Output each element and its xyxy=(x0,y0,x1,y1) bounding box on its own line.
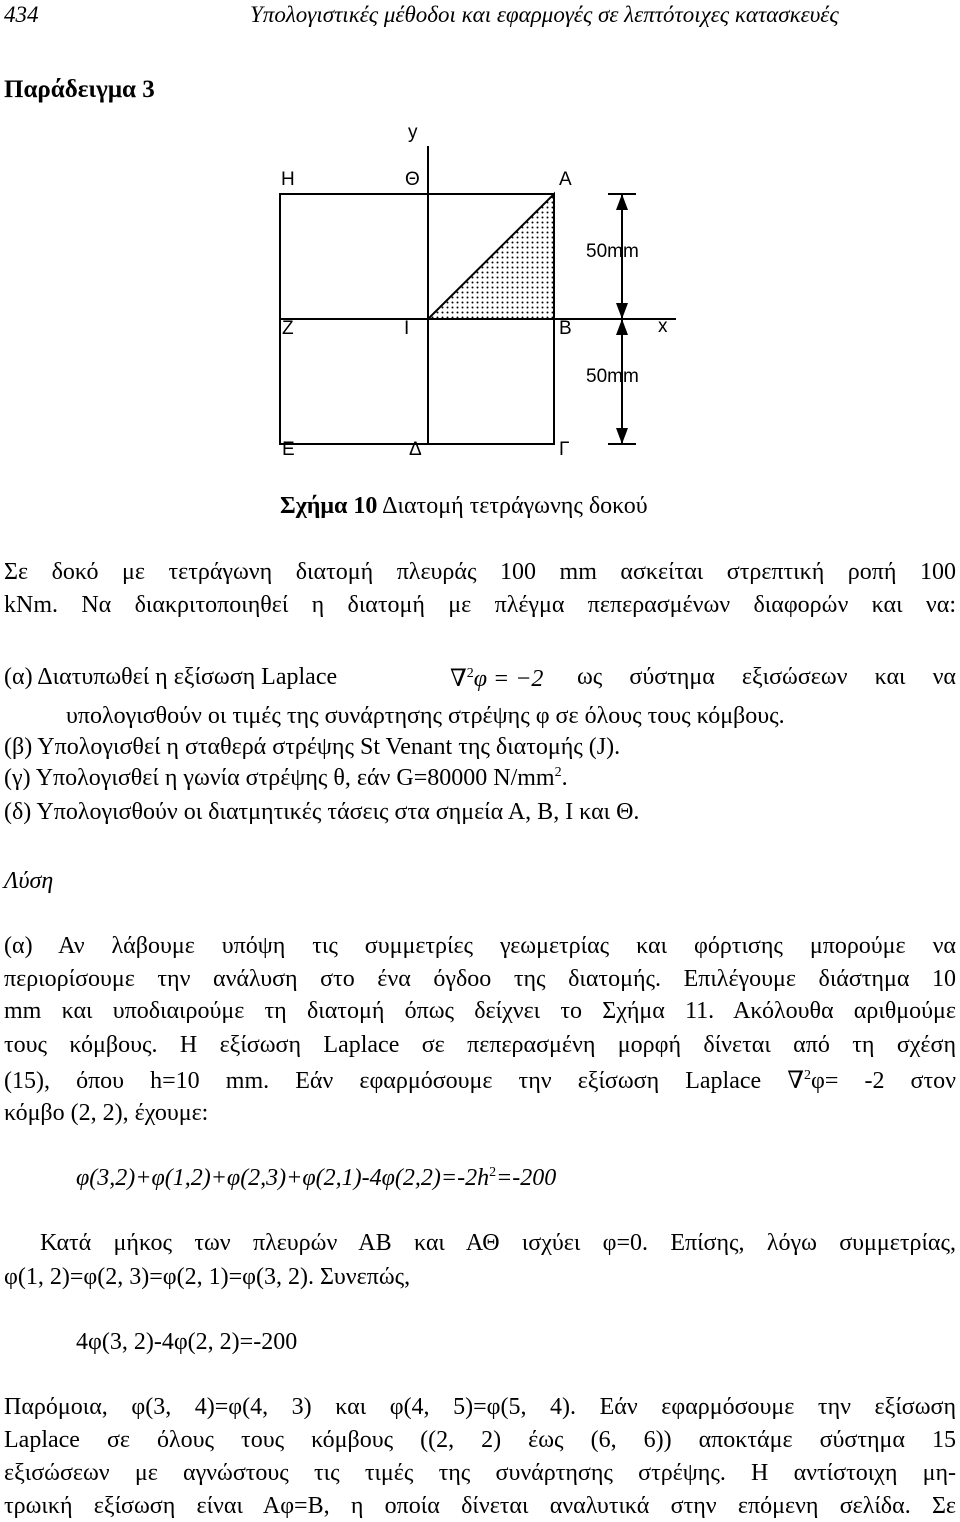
label-dim-top: 50mm xyxy=(586,241,639,262)
running-title: Υπολογιστικές μέθοδοι και εφαρμογές σε λεπτότοιχες κατασκευές xyxy=(250,2,839,27)
label-Delta: Δ xyxy=(409,439,422,460)
equation-2: 4φ(3, 2)-4φ(2, 2)=-200 xyxy=(76,1329,298,1355)
shaded-triangle xyxy=(428,194,554,319)
label-y: y xyxy=(408,122,418,143)
item-c: (γ) Υπολογισθεί η γωνία στρέψης θ, εάν G=80000 $N/mm^2$. xyxy=(4,765,568,791)
solution-p1-line-6: κόμβο (2, 2), έχουμε: xyxy=(4,1100,209,1126)
solution-p1-line-1: (α) Αν λάβουμε υπόψη τις συμμετρίες γεωμετρίας και φόρτισης μπορούμε να xyxy=(4,933,956,959)
solution-p3-line-1: Παρόμοια, φ(3, 4)=φ(4, 3) και φ(4, 5)=φ(5, 4). Εάν εφαρμόσουμε την εξίσωση xyxy=(4,1394,956,1420)
label-A: Α xyxy=(559,169,572,190)
label-B: Β xyxy=(559,318,572,339)
arrow-up-icon xyxy=(616,194,628,210)
label-Theta: Θ xyxy=(405,169,420,190)
figure-caption xyxy=(280,493,648,520)
item-a-equation: ∇$^2$φ = −2 xyxy=(450,666,544,692)
label-x: x xyxy=(658,316,668,337)
solution-p1-line-4: τους κόμβους. Η εξίσωση Laplace σε πεπερασμένη μορφή δίνεται από τη σχέση xyxy=(4,1032,956,1058)
label-E: Ε xyxy=(282,439,295,460)
solution-p1-line-2: περιορίσουμε την ανάλυση στο ένα όγδοο της διατομής. Επιλέγουμε διάστημα 10 xyxy=(4,966,956,992)
caption-text: Διατομή τετράγωνης δοκού xyxy=(382,493,648,519)
solution-p3-line-2: Laplace σε όλους τους κόμβους ((2, 2) έως (6, 6)) αποκτάμε σύστημα 15 xyxy=(4,1427,956,1453)
solution-p1-line-5: (15), όπου h=10 mm. Εάν εφαρμόσουμε την εξίσωση Laplace ∇$^2$φ= -2 στον xyxy=(4,1068,956,1094)
section-title: Παράδειγμα 3 xyxy=(4,76,155,103)
cross-section-figure xyxy=(0,110,960,470)
label-Gamma: Γ xyxy=(559,439,570,460)
caption-number: Σχήμα 10 xyxy=(280,493,378,519)
arrow-down-icon xyxy=(616,303,628,319)
solution-p3-line-4: τρωική εξίσωση είναι Αφ=Β, η οποία δίνεται αναλυτικά στην επόμενη σελίδα. Σε xyxy=(4,1493,956,1519)
solution-p2-line-1: Κατά μήκος των πλευρών ΑΒ και ΑΘ ισχύει φ=0. Επίσης, λόγω συμμετρίας, xyxy=(40,1230,956,1256)
label-dim-bottom: 50mm xyxy=(586,366,639,387)
problem-line-2: kNm. Να διακριτοποιηθεί η διατομή με πλέγμα πεπερασμένων διαφορών και να: xyxy=(4,592,956,618)
arrow-up-icon xyxy=(616,319,628,335)
solution-p1-line-3: mm και υποδιαιρούμε τη διατομή όπως δείχνει το Σχήμα 11. Ακόλουθα αριθμούμε xyxy=(4,998,956,1024)
solution-p3-line-3: εξισώσεων με αγνώστους τις τιμές της συνάρτησης στρέψης. Η αντίστοιχη μη- xyxy=(4,1460,956,1486)
item-d: (δ) Υπολογισθούν οι διατμητικές τάσεις στα σημεία Α, Β, Ι και Θ. xyxy=(4,799,640,825)
item-a-line-2: υπολογισθούν οι τιμές της συνάρτησης στρέψης φ σε όλους τους κόμβους. xyxy=(66,703,785,729)
problem-line-1: Σε δοκό με τετράγωνη διατομή πλευράς 100 mm ασκείται στρεπτική ροπή 100 xyxy=(4,559,956,585)
item-a-end: ως σύστημα εξισώσεων και να xyxy=(577,664,956,690)
label-Z: Ζ xyxy=(282,318,294,339)
arrow-down-icon xyxy=(616,428,628,444)
item-b: (β) Υπολογισθεί η σταθερά στρέψης St Venant της διατομής (J). xyxy=(4,734,621,760)
equation-1: $\varphi(3,2)+\varphi(1,2)+\varphi(2,3)+\varphi(2,1)-4\varphi(2,2)=-2h^2=-200$ xyxy=(76,1165,557,1191)
page-number: 434 xyxy=(4,2,39,27)
label-I: Ι xyxy=(404,318,410,339)
label-H: Η xyxy=(281,169,295,190)
item-a-start: (α) Διατυπωθεί η εξίσωση Laplace xyxy=(4,664,338,690)
solution-heading: Λύση xyxy=(4,868,54,894)
solution-p2-line-2: φ(1, 2)=φ(2, 3)=φ(2, 1)=φ(3, 2). Συνεπώς, xyxy=(4,1264,411,1290)
